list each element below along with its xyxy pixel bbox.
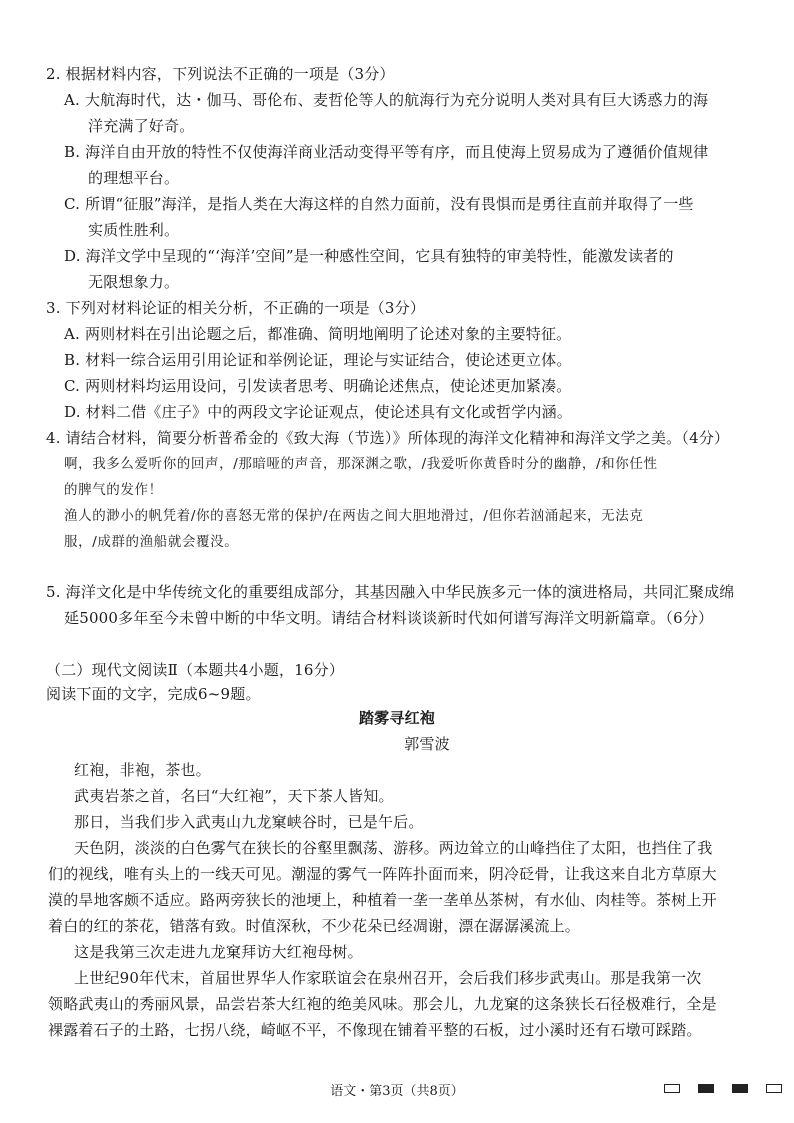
q2-option-d: D. 海洋文学中呈现的“‘海洋’空间”是一种感性空间，它具有独特的审美特性，能激发读者的 (64, 247, 674, 265)
article-paragraph: 红袍，非袍，茶也。 (74, 761, 211, 779)
q2-option-d-cont: 无限想象力。 (88, 273, 180, 291)
article-paragraph-cont: 漠的旱地客颇不适应。路两旁狭长的池埂上，种植着一垄一垄单丛茶树，有水仙、肉桂等。茶树上开 (48, 891, 717, 909)
page-footer: 语文・第3页（共8页） (330, 1084, 464, 1099)
article-paragraph: 武夷岩茶之首，名曰“大红袍”，天下茶人皆知。 (74, 787, 394, 805)
q5-stem: 5. 海洋文化是中华传统文化的重要组成部分，其基因融入中华民族多元一体的演进格局，共同汇聚成绵 (46, 583, 735, 601)
q2-option-c-cont: 实质性胜利。 (88, 221, 180, 239)
q2-option-a-cont: 洋充满了好奇。 (88, 117, 195, 135)
article-title: 踏雾寻红袍 (358, 709, 435, 727)
q5-stem-cont: 延5000多年至今未曾中断的中华文明。请结合材料谈谈新时代如何谱写海洋文明新篇章。（6分） (64, 609, 714, 627)
article-paragraph: 天色阴，淡淡的白色雾气在狭长的谷壑里飘荡、游移。两边耸立的山峰挡住了太阳，也挡住了我 (74, 839, 713, 857)
q4-stem: 4. 请结合材料，简要分析普希金的《致大海（节选）》所体现的海洋文化精神和海洋文学之美。（4分） (46, 429, 730, 447)
q4-handwritten-answer-line: 的脾气的发作！ (64, 482, 163, 498)
article-paragraph-cont: 领略武夷山的秀丽风景，品尝岩茶大红袍的绝美风味。那会儿，九龙窠的这条狭长石径极难行，全是 (48, 995, 717, 1013)
mark-outline-icon (664, 1084, 680, 1093)
q3-stem: 3. 下列对材料论证的相关分析，不正确的一项是（3分） (46, 299, 426, 317)
q2-stem: 2. 根据材料内容，下列说法不正确的一项是（3分） (46, 65, 395, 83)
article-paragraph-cont: 着白的红的茶花，错落有致。时值深秋，不少花朵已经凋谢，漂在潺潺溪流上。 (48, 917, 581, 935)
article-paragraph: 上世纪90年代末，首届世界华人作家联谊会在泉州召开，会后我们移步武夷山。那是我第一次 (74, 969, 702, 987)
q2-option-b-cont: 的理想平台。 (88, 169, 180, 187)
q3-option-d: D. 材料二借《庄子》中的两段文字论证观点，使论述具有文化或哲学内涵。 (64, 403, 573, 421)
q2-option-b: B. 海洋自由开放的特性不仅使海洋商业活动变得平等有序，而且使海上贸易成为了遵循价值规律 (64, 143, 709, 161)
footer-marks (664, 1084, 782, 1093)
article-paragraph-cont: 们的视线，唯有头上的一线天可见。潮湿的雾气一阵阵扑面而来，阴冷砭骨，让我这来自北方草原大 (48, 865, 717, 883)
q2-option-c: C. 所谓“征服”海洋，是指人类在大海这样的自然力面前，没有畏惧而是勇往直前并取得了一些 (64, 195, 694, 213)
article-paragraph: 这是我第三次走进九龙窠拜访大红袍母树。 (74, 943, 363, 961)
article-paragraph: 那日，当我们步入武夷山九龙窠峡谷时，已是午后。 (74, 813, 424, 831)
section-instruction: 阅读下面的文字，完成6~9题。 (46, 685, 261, 703)
q3-option-b: B. 材料一综合运用引用论证和举例论证，理论与实证结合，使论述更立体。 (64, 351, 572, 369)
q2-option-a: A. 大航海时代，达・伽马、哥伦布、麦哲伦等人的航海行为充分说明人类对具有巨大诱惑力的海 (64, 91, 709, 109)
article-author: 郭雪波 (404, 735, 450, 753)
article-paragraph-cont: 裸露着石子的土路，七拐八绕，崎岖不平，不像现在铺着平整的石板，过小溪时还有石墩可踩踏。 (48, 1021, 702, 1039)
mark-outline-icon (766, 1084, 782, 1093)
q4-handwritten-answer-line: 服，/成群的渔船就会覆没。 (64, 534, 239, 550)
q4-handwritten-answer-line: 啊，我多么爱听你的回声，/那暗哑的声音，那深渊之歌，/我爱听你黄昏时分的幽静，/和你任性 (64, 456, 658, 472)
q3-option-c: C. 两则材料均运用设问，引发读者思考、明确论述焦点，使论述更加紧凑。 (64, 377, 572, 395)
mark-filled-icon (698, 1084, 714, 1093)
q4-handwritten-answer-line: 渔人的渺小的帆凭着/你的喜怒无常的保护/在两齿之间大胆地滑过，/但你若汹涌起来，无法克 (64, 508, 644, 524)
section-heading: （二）现代文阅读Ⅱ（本题共4小题，16分） (46, 661, 345, 679)
q3-option-a: A. 两则材料在引出论题之后，都准确、简明地阐明了论述对象的主要特征。 (64, 325, 572, 343)
mark-filled-icon (732, 1084, 748, 1093)
